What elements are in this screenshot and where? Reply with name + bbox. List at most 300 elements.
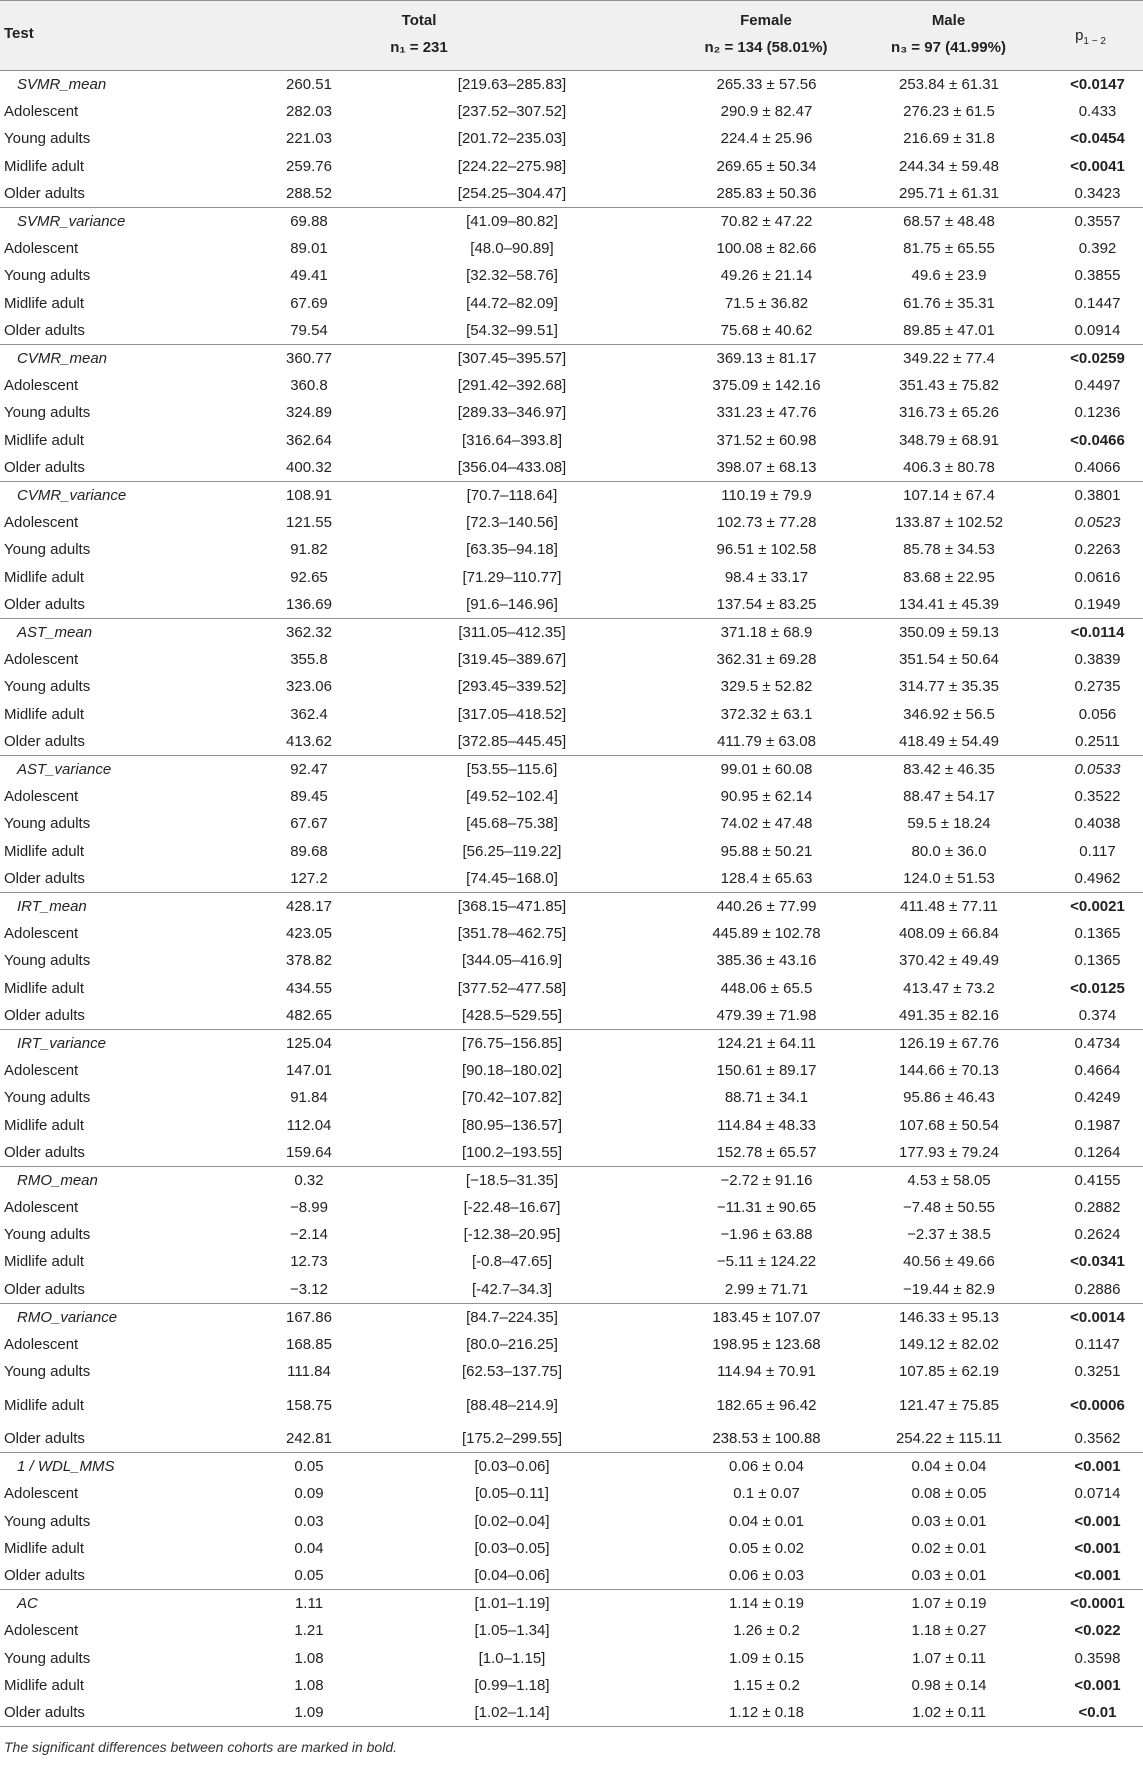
row-label: Older adults bbox=[4, 185, 85, 202]
p-value: 0.0914 bbox=[1074, 321, 1121, 339]
row-label: Older adults bbox=[4, 1006, 85, 1024]
male-value: 83.42 ± 46.35 bbox=[840, 755, 1038, 782]
row-label: Young adults bbox=[4, 1089, 91, 1107]
female-value: 0.06 ± 0.03 bbox=[729, 1567, 804, 1585]
header-female bbox=[637, 1, 840, 71]
total-median: 69.88 bbox=[201, 207, 377, 234]
row-label: Older adults bbox=[4, 1143, 85, 1161]
male-value: 40.56 ± 49.66 bbox=[903, 1253, 995, 1271]
p-value: <0.01 bbox=[1038, 1699, 1143, 1726]
table-row bbox=[0, 1562, 1143, 1589]
female-value: 114.94 ± 70.91 bbox=[717, 1363, 816, 1381]
p-value: <0.022 bbox=[1074, 1622, 1121, 1640]
total-iqr: [224.22–275.98] bbox=[457, 157, 567, 175]
p-value: 0.4962 bbox=[1074, 869, 1121, 887]
table-row bbox=[0, 920, 1143, 947]
female-value: 183.45 ± 107.07 bbox=[637, 1303, 840, 1330]
row-label: Young adults bbox=[4, 404, 91, 422]
female-value: 128.4 ± 65.63 bbox=[720, 869, 813, 887]
p-value: 0.3839 bbox=[1074, 650, 1121, 668]
table-row bbox=[0, 98, 1143, 125]
p-value: <0.001 bbox=[1038, 1453, 1143, 1480]
total-median: 89.45 bbox=[290, 787, 328, 805]
header-female-n: n₂ = 134 (58.01%) bbox=[704, 39, 828, 56]
female-value: 440.26 ± 77.99 bbox=[637, 892, 840, 919]
total-iqr: [1.01–1.19] bbox=[377, 1590, 637, 1617]
row-label: Adolescent bbox=[4, 1622, 79, 1640]
row-label: Midlife adult bbox=[4, 1253, 85, 1271]
table-row bbox=[0, 262, 1143, 289]
total-iqr: [293.45–339.52] bbox=[457, 678, 567, 696]
table-row bbox=[0, 1617, 1143, 1644]
female-value: 100.08 ± 82.66 bbox=[716, 240, 817, 258]
total-median: 378.82 bbox=[286, 952, 332, 970]
total-median: 288.52 bbox=[286, 185, 332, 202]
female-value: 137.54 ± 83.25 bbox=[716, 595, 817, 613]
female-value: 99.01 ± 60.08 bbox=[637, 755, 840, 782]
total-median: 89.01 bbox=[290, 240, 328, 258]
total-median: 0.09 bbox=[294, 1485, 324, 1503]
row-label: Midlife adult bbox=[4, 1116, 85, 1134]
table-row bbox=[0, 564, 1143, 591]
header-p-sub: 1 − 2 bbox=[1083, 36, 1106, 47]
female-value: 102.73 ± 77.28 bbox=[716, 513, 817, 531]
male-value: 59.5 ± 18.24 bbox=[907, 815, 991, 833]
male-value: 0.98 ± 0.14 bbox=[911, 1676, 987, 1694]
total-iqr: [56.25–119.22] bbox=[462, 842, 562, 860]
male-value: 107.14 ± 67.4 bbox=[840, 481, 1038, 508]
total-iqr: [175.2–299.55] bbox=[461, 1430, 563, 1448]
female-value: 269.65 ± 50.34 bbox=[716, 157, 817, 175]
male-value: 1.07 ± 0.19 bbox=[840, 1590, 1038, 1617]
male-value: 350.09 ± 59.13 bbox=[840, 618, 1038, 645]
total-median: 89.68 bbox=[290, 842, 328, 860]
male-value: 349.22 ± 77.4 bbox=[840, 344, 1038, 371]
header-male bbox=[840, 1, 1038, 71]
male-value: 107.85 ± 62.19 bbox=[899, 1363, 999, 1381]
p-value: 0.0616 bbox=[1074, 568, 1121, 586]
total-iqr: [-42.7–34.3] bbox=[471, 1280, 553, 1298]
male-value: 1.07 ± 0.11 bbox=[912, 1649, 986, 1667]
table-row bbox=[0, 235, 1143, 262]
total-iqr: [70.42–107.82] bbox=[461, 1089, 563, 1107]
male-value: 0.04 ± 0.04 bbox=[840, 1453, 1038, 1480]
table-group-row bbox=[0, 207, 1143, 234]
table-row bbox=[0, 1221, 1143, 1248]
female-value: 96.51 ± 102.58 bbox=[716, 541, 817, 559]
female-value: −1.96 ± 63.88 bbox=[720, 1226, 813, 1244]
total-median: 323.06 bbox=[286, 678, 332, 696]
total-median: −8.99 bbox=[290, 1198, 328, 1216]
p-value: 0.2624 bbox=[1074, 1226, 1121, 1244]
female-value: 2.99 ± 71.71 bbox=[724, 1280, 809, 1298]
total-iqr: [100.2–193.55] bbox=[461, 1143, 563, 1161]
female-value: 71.5 ± 36.82 bbox=[724, 294, 809, 312]
female-value: 88.71 ± 34.1 bbox=[724, 1089, 809, 1107]
header-total-n: n₁ = 231 bbox=[390, 39, 448, 56]
row-label: Young adults bbox=[4, 541, 91, 559]
table-row bbox=[0, 673, 1143, 700]
total-iqr: [0.03–0.05] bbox=[474, 1540, 550, 1557]
p-value: <0.0341 bbox=[1070, 1253, 1125, 1271]
female-value: 265.33 ± 57.56 bbox=[637, 71, 840, 98]
total-median: 1.08 bbox=[294, 1676, 324, 1694]
total-iqr: [311.05–412.35] bbox=[377, 618, 637, 645]
table-row bbox=[0, 509, 1143, 536]
table-row bbox=[0, 317, 1143, 344]
total-median: 0.05 bbox=[294, 1567, 324, 1585]
male-value: 144.66 ± 70.13 bbox=[899, 1061, 999, 1079]
p-value: <0.0041 bbox=[1070, 157, 1125, 175]
total-iqr: [201.72–235.03] bbox=[457, 130, 567, 148]
row-label: Young adults bbox=[4, 1512, 91, 1530]
female-value: 124.21 ± 64.11 bbox=[637, 1029, 840, 1056]
table-row bbox=[0, 1276, 1143, 1303]
row-label: Midlife adult bbox=[4, 431, 85, 449]
table-row bbox=[0, 1002, 1143, 1029]
male-value: 348.79 ± 68.91 bbox=[899, 431, 999, 449]
row-label: IRT_variance bbox=[0, 1029, 201, 1056]
male-value: 1.18 ± 0.27 bbox=[911, 1622, 987, 1640]
male-value: 244.34 ± 59.48 bbox=[899, 157, 999, 175]
total-iqr: [53.55–115.6] bbox=[377, 755, 637, 782]
total-median: 428.17 bbox=[201, 892, 377, 919]
total-iqr: [44.72–82.09] bbox=[466, 294, 558, 312]
p-value: 0.0714 bbox=[1074, 1485, 1121, 1503]
female-value: 411.79 ± 63.08 bbox=[717, 732, 816, 750]
total-iqr: [-22.48–16.67] bbox=[463, 1198, 561, 1216]
total-median: 125.04 bbox=[201, 1029, 377, 1056]
row-label: Older adults bbox=[4, 595, 85, 613]
total-iqr: [45.68–75.38] bbox=[466, 815, 558, 833]
table-row bbox=[0, 700, 1143, 727]
total-median: 362.4 bbox=[290, 705, 328, 723]
table-group-row bbox=[0, 1303, 1143, 1330]
male-value: 121.47 ± 75.85 bbox=[899, 1396, 999, 1414]
table-row bbox=[0, 1084, 1143, 1111]
male-value: 68.57 ± 48.48 bbox=[840, 207, 1038, 234]
table-row bbox=[0, 1248, 1143, 1275]
p-value: 0.3522 bbox=[1074, 787, 1121, 805]
female-value: 74.02 ± 47.48 bbox=[720, 815, 813, 833]
male-value: 88.47 ± 54.17 bbox=[903, 787, 995, 805]
row-label: Young adults bbox=[4, 815, 91, 833]
row-label: Adolescent bbox=[4, 1198, 79, 1216]
p-value: 0.4497 bbox=[1074, 376, 1121, 394]
p-value: 0.1236 bbox=[1074, 404, 1121, 422]
p-value: 0.3423 bbox=[1074, 185, 1121, 202]
male-value: 491.35 ± 82.16 bbox=[899, 1006, 999, 1024]
total-median: 360.8 bbox=[290, 376, 328, 394]
header-test: Test bbox=[0, 1, 201, 71]
total-median: 360.77 bbox=[201, 344, 377, 371]
table-row bbox=[0, 1385, 1143, 1425]
total-median: 413.62 bbox=[286, 732, 332, 750]
total-median: 434.55 bbox=[286, 979, 332, 997]
table-row bbox=[0, 1644, 1143, 1671]
table-row bbox=[0, 1699, 1143, 1726]
female-value: 448.06 ± 65.5 bbox=[720, 979, 813, 997]
total-median: 158.75 bbox=[286, 1396, 332, 1414]
row-label: Young adults bbox=[4, 1363, 91, 1381]
row-label: RMO_variance bbox=[0, 1303, 201, 1330]
p-value: 0.3557 bbox=[1038, 207, 1143, 234]
table-row bbox=[0, 153, 1143, 180]
table-group-row bbox=[0, 1166, 1143, 1193]
male-value: 4.53 ± 58.05 bbox=[840, 1166, 1038, 1193]
total-median: 0.32 bbox=[201, 1166, 377, 1193]
female-value: 445.89 ± 102.78 bbox=[712, 924, 821, 942]
p-value: 0.4155 bbox=[1038, 1166, 1143, 1193]
p-value: <0.0125 bbox=[1070, 979, 1125, 997]
table-row bbox=[0, 1330, 1143, 1357]
table-row bbox=[0, 1057, 1143, 1084]
male-value: −7.48 ± 50.55 bbox=[902, 1198, 996, 1216]
female-value: 70.82 ± 47.22 bbox=[637, 207, 840, 234]
table-group-row bbox=[0, 1453, 1143, 1480]
p-value: 0.4038 bbox=[1074, 815, 1121, 833]
total-median: 159.64 bbox=[286, 1143, 332, 1161]
table-row bbox=[0, 810, 1143, 837]
row-label: Midlife adult bbox=[4, 705, 85, 723]
male-value: 295.71 ± 61.31 bbox=[899, 185, 999, 202]
female-value: 285.83 ± 50.36 bbox=[716, 185, 817, 202]
row-label: Midlife adult bbox=[4, 979, 85, 997]
total-median: −2.14 bbox=[290, 1226, 328, 1244]
total-iqr: [368.15–471.85] bbox=[377, 892, 637, 919]
total-iqr: [428.5–529.55] bbox=[461, 1006, 563, 1024]
total-median: 362.32 bbox=[201, 618, 377, 645]
header-total bbox=[201, 1, 637, 71]
female-value: 90.95 ± 62.14 bbox=[720, 787, 813, 805]
header-female-label: Female bbox=[740, 12, 792, 29]
table-row bbox=[0, 591, 1143, 618]
table-row bbox=[0, 837, 1143, 864]
p-value: 0.117 bbox=[1079, 842, 1116, 860]
male-value: 0.02 ± 0.01 bbox=[911, 1540, 987, 1557]
total-iqr: [372.85–445.45] bbox=[457, 732, 567, 750]
footnote: The significant differences between cohorts are marked in bold. bbox=[4, 1739, 397, 1756]
female-value: 1.09 ± 0.15 bbox=[729, 1649, 804, 1667]
row-label: CVMR_variance bbox=[0, 481, 201, 508]
total-iqr: [-12.38–20.95] bbox=[463, 1226, 561, 1244]
total-iqr: [49.52–102.4] bbox=[466, 787, 558, 805]
total-median: 400.32 bbox=[286, 458, 332, 476]
total-iqr: [1.0–1.15] bbox=[478, 1649, 546, 1667]
total-median: 0.04 bbox=[294, 1540, 324, 1557]
male-value: 124.0 ± 51.53 bbox=[903, 869, 995, 887]
row-label: Older adults bbox=[4, 321, 85, 339]
header-male-label: Male bbox=[931, 12, 966, 29]
table-row bbox=[0, 1111, 1143, 1138]
total-median: 112.04 bbox=[286, 1116, 332, 1134]
p-value: <0.001 bbox=[1074, 1676, 1121, 1694]
female-value: 375.09 ± 142.16 bbox=[712, 376, 821, 394]
total-median: 136.69 bbox=[286, 595, 332, 613]
total-iqr: [0.99–1.18] bbox=[474, 1676, 550, 1694]
male-value: 89.85 ± 47.01 bbox=[903, 321, 995, 339]
total-iqr: [1.05–1.34] bbox=[474, 1622, 550, 1640]
total-iqr: [63.35–94.18] bbox=[466, 541, 558, 559]
total-median: 92.47 bbox=[201, 755, 377, 782]
total-median: 260.51 bbox=[201, 71, 377, 98]
total-median: 111.84 bbox=[287, 1363, 331, 1381]
table-row bbox=[0, 427, 1143, 454]
total-median: 221.03 bbox=[286, 130, 332, 148]
total-iqr: [377.52–477.58] bbox=[457, 979, 567, 997]
male-value: 80.0 ± 36.0 bbox=[911, 842, 987, 860]
row-label: AST_mean bbox=[0, 618, 201, 645]
total-iqr: [291.42–392.68] bbox=[457, 376, 567, 394]
p-value: 0.2886 bbox=[1074, 1280, 1121, 1298]
total-iqr: [90.18–180.02] bbox=[461, 1061, 563, 1079]
total-median: 108.91 bbox=[201, 481, 377, 508]
table-row bbox=[0, 646, 1143, 673]
male-value: 351.54 ± 50.64 bbox=[899, 650, 999, 668]
total-median: 324.89 bbox=[286, 404, 332, 422]
total-iqr: [1.02–1.14] bbox=[377, 1699, 637, 1726]
total-median: 1.11 bbox=[201, 1590, 377, 1617]
male-value: 253.84 ± 61.31 bbox=[840, 71, 1038, 98]
male-value: −2.37 ± 38.5 bbox=[907, 1226, 991, 1244]
total-iqr: [91.6–146.96] bbox=[466, 595, 558, 613]
row-label: Young adults bbox=[4, 678, 91, 696]
total-median: 147.01 bbox=[286, 1061, 332, 1079]
male-value: 81.75 ± 65.55 bbox=[903, 240, 995, 258]
female-value: 98.4 ± 33.17 bbox=[724, 568, 809, 586]
p-value: 0.1264 bbox=[1074, 1143, 1121, 1161]
row-label: RMO_mean bbox=[0, 1166, 201, 1193]
total-iqr: [71.29–110.77] bbox=[462, 568, 562, 586]
total-median: 91.82 bbox=[290, 541, 328, 559]
female-value: 114.84 ± 48.33 bbox=[717, 1116, 816, 1134]
female-value: 0.05 ± 0.02 bbox=[729, 1540, 804, 1557]
p-value: <0.0466 bbox=[1070, 431, 1125, 449]
row-label: Older adults bbox=[4, 1430, 85, 1448]
p-value: 0.4734 bbox=[1038, 1029, 1143, 1056]
male-value: 134.41 ± 45.39 bbox=[899, 595, 999, 613]
row-label: Older adults bbox=[4, 458, 85, 476]
total-median: 423.05 bbox=[286, 924, 332, 942]
total-median: 92.65 bbox=[290, 568, 328, 586]
row-label: AST_variance bbox=[0, 755, 201, 782]
row-label: SVMR_mean bbox=[0, 71, 201, 98]
row-label: Young adults bbox=[4, 267, 91, 285]
total-median: 49.41 bbox=[290, 267, 328, 285]
total-iqr: [254.25–304.47] bbox=[457, 185, 567, 202]
p-value: 0.433 bbox=[1078, 103, 1117, 121]
female-value: 0.1 ± 0.07 bbox=[733, 1485, 800, 1503]
p-value: <0.001 bbox=[1074, 1512, 1121, 1530]
row-label: Midlife adult bbox=[4, 157, 85, 175]
row-label: Midlife adult bbox=[4, 568, 85, 586]
p-value: <0.0001 bbox=[1038, 1590, 1143, 1617]
male-value: 370.42 ± 49.49 bbox=[899, 952, 999, 970]
row-label: Older adults bbox=[4, 1280, 85, 1298]
table-row bbox=[0, 1194, 1143, 1221]
female-value: 182.65 ± 96.42 bbox=[716, 1396, 817, 1414]
total-iqr: [84.7–224.35] bbox=[377, 1303, 637, 1330]
female-value: 385.36 ± 43.16 bbox=[716, 952, 817, 970]
row-label: CVMR_mean bbox=[0, 344, 201, 371]
p-value: <0.0006 bbox=[1070, 1396, 1125, 1414]
p-value: 0.3598 bbox=[1074, 1649, 1121, 1667]
table-group-row bbox=[0, 1590, 1143, 1617]
female-value: 290.9 ± 82.47 bbox=[720, 103, 813, 121]
male-value: 254.22 ± 115.11 bbox=[895, 1430, 1003, 1448]
p-value: <0.0021 bbox=[1038, 892, 1143, 919]
p-value: 0.2511 bbox=[1075, 732, 1120, 750]
female-value: 95.88 ± 50.21 bbox=[720, 842, 813, 860]
total-iqr: [0.02–0.04] bbox=[474, 1512, 550, 1530]
total-iqr: [41.09–80.82] bbox=[377, 207, 637, 234]
p-value: 0.1147 bbox=[1075, 1335, 1120, 1353]
female-value: 0.04 ± 0.01 bbox=[729, 1512, 804, 1530]
total-iqr: [0.04–0.06] bbox=[474, 1567, 550, 1585]
total-median: 167.86 bbox=[201, 1303, 377, 1330]
female-value: 150.61 ± 89.17 bbox=[716, 1061, 817, 1079]
table-group-row bbox=[0, 892, 1143, 919]
total-iqr: [-0.8–47.65] bbox=[471, 1253, 553, 1271]
female-value: −2.72 ± 91.16 bbox=[637, 1166, 840, 1193]
row-label: Midlife adult bbox=[4, 1676, 85, 1694]
female-value: 371.18 ± 68.9 bbox=[637, 618, 840, 645]
row-label: Adolescent bbox=[4, 103, 79, 121]
male-value: 216.69 ± 31.8 bbox=[903, 130, 995, 148]
row-label: IRT_mean bbox=[0, 892, 201, 919]
row-label: Adolescent bbox=[4, 650, 79, 668]
p-value: 0.3251 bbox=[1074, 1363, 1121, 1381]
row-label: Midlife adult bbox=[4, 1540, 85, 1557]
total-iqr: [74.45–168.0] bbox=[466, 869, 558, 887]
male-value: 85.78 ± 34.53 bbox=[903, 541, 995, 559]
female-value: 372.32 ± 63.1 bbox=[720, 705, 813, 723]
p-value: 0.4664 bbox=[1074, 1061, 1121, 1079]
p-value: 0.3801 bbox=[1038, 481, 1143, 508]
row-label: Young adults bbox=[4, 1649, 91, 1667]
row-label: Young adults bbox=[4, 952, 91, 970]
row-label: Adolescent bbox=[4, 376, 79, 394]
male-value: 411.48 ± 77.11 bbox=[840, 892, 1038, 919]
header-p bbox=[1038, 1, 1143, 71]
male-value: 146.33 ± 95.13 bbox=[840, 1303, 1038, 1330]
row-label: Adolescent bbox=[4, 240, 79, 258]
male-value: 0.08 ± 0.05 bbox=[911, 1485, 987, 1503]
p-value: 0.0533 bbox=[1038, 755, 1143, 782]
total-iqr: [32.32–58.76] bbox=[466, 267, 558, 285]
female-value: 152.78 ± 65.57 bbox=[716, 1143, 817, 1161]
total-iqr: [317.05–418.52] bbox=[457, 705, 567, 723]
table-row bbox=[0, 1535, 1143, 1562]
header-p-label: p bbox=[1075, 27, 1084, 44]
p-value: 0.392 bbox=[1078, 240, 1117, 258]
total-iqr: [307.45–395.57] bbox=[377, 344, 637, 371]
table-row bbox=[0, 454, 1143, 481]
female-value: 0.06 ± 0.04 bbox=[637, 1453, 840, 1480]
female-value: 49.26 ± 21.14 bbox=[720, 267, 813, 285]
row-label: Older adults bbox=[4, 869, 85, 887]
table-group-row bbox=[0, 1029, 1143, 1056]
row-label: Adolescent bbox=[4, 1335, 79, 1353]
row-label: Adolescent bbox=[4, 924, 79, 942]
p-value: <0.001 bbox=[1074, 1540, 1121, 1557]
p-value: 0.2263 bbox=[1074, 541, 1121, 559]
male-value: 316.73 ± 65.26 bbox=[899, 404, 999, 422]
row-label: Adolescent bbox=[4, 787, 79, 805]
row-label: Adolescent bbox=[4, 1061, 79, 1079]
p-value: <0.0114 bbox=[1038, 618, 1143, 645]
header-total-label: Total bbox=[401, 12, 437, 29]
